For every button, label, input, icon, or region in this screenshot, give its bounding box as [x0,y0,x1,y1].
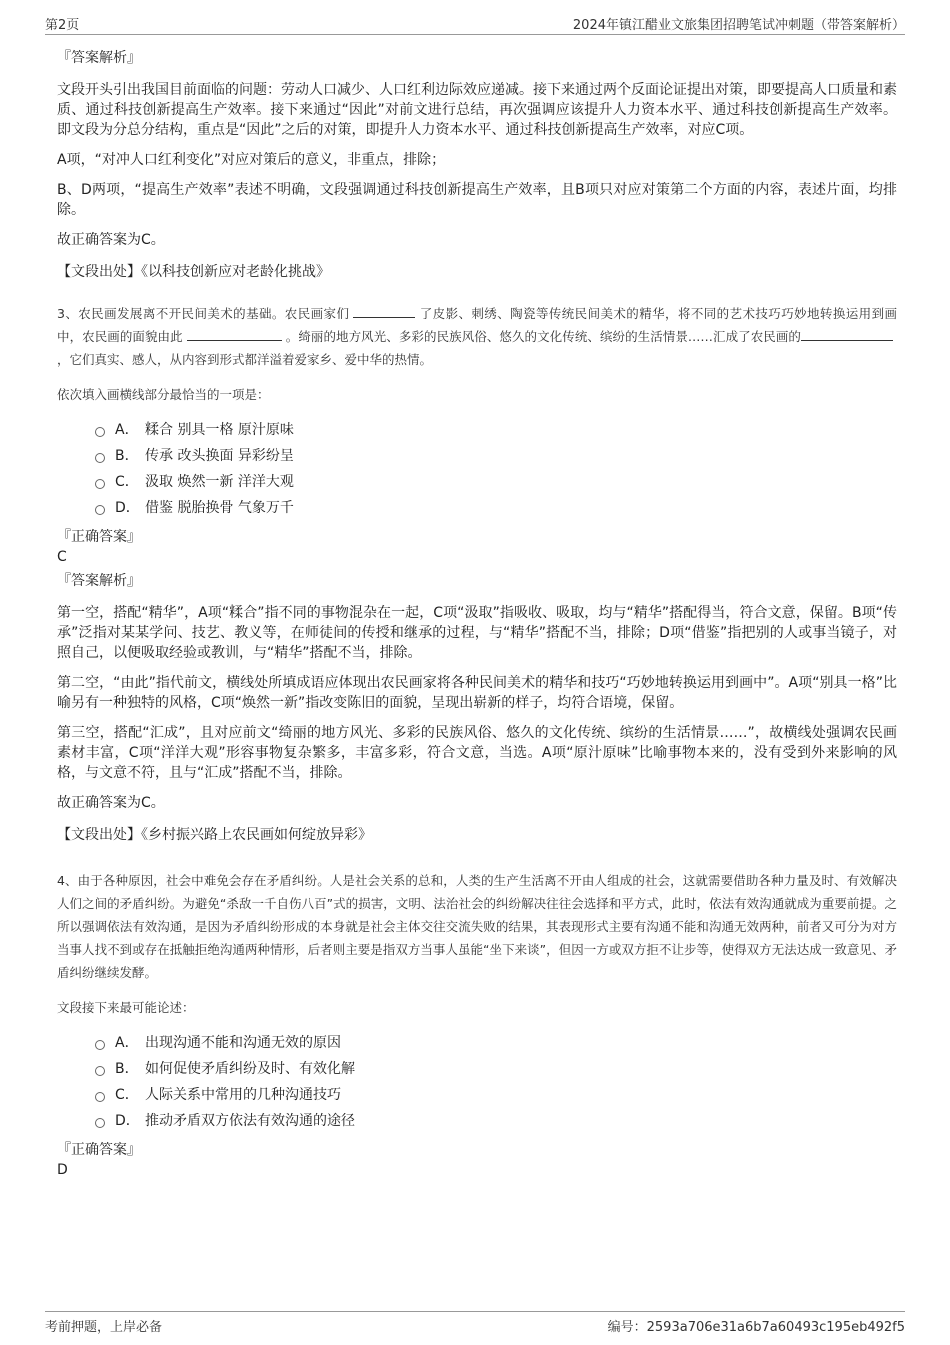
option-text: 传承 改头换面 异彩纷呈 [145,448,294,464]
option-letter: D． [115,500,140,516]
fill-blank-2 [187,326,282,341]
question-prompt: 文段接下来最可能论述： [57,1000,195,1015]
footer-slogan: 考前押题，上岸必备 [45,1320,163,1335]
option-list [95,417,897,521]
question-text: 4、由于各种原因，社会中难免会存在矛盾纠纷。人是社会关系的总和，人类的生产生活离不开由人组成的社会，这就需要借助各种力量及时、有效解决人们之间的矛盾纠纷。为避免“杀敌一千自伤八百”式的损害，文明、法治社会的纠纷解决往往会选择和平方式，此时，依法有效沟通就成为重要前提。之所以强调依法有效沟通，是因为矛盾纠纷形成的本身就是社会主体交往交流失败的结果，其表现形式主要有沟通不能和沟通无效两种，前者又可分为对方当事人找不到或存在抵触拒绝沟通两种情形，后者则主要是指双方当事人虽能“坐下来谈”，但因一方或双方拒不让步等，使得双方无法达成一致意见、矛盾纠纷继续发酵。 [57,873,897,980]
option-letter: B． [115,448,139,464]
option-letter: C． [115,1087,139,1103]
analysis-paragraph: 故正确答案为C。 [57,232,165,248]
question-3 [57,302,897,845]
analysis-paragraph: 第二空，“由此”指代前文，横线处所填成语应体现出农民画家将各种民间美术的精华和技巧“巧妙地转换运用到画中”。A项“别具一格”比喻另有一种独特的风格，C项“焕然一新”指改变陈旧的面貌，呈现出崭新的样子，均符合语境，保留。 [57,675,897,711]
fill-blank-1 [353,303,415,318]
option-a[interactable] [95,1030,897,1056]
option-text: 汲取 焕然一新 洋洋大观 [145,474,294,490]
analysis-paragraph: B、D两项，“提高生产效率”表述不明确，文段强调通过科技创新提高生产效率，且B项只对应对策第二个方面的内容，表述片面，均排除。 [57,182,897,218]
page-footer [45,1311,905,1336]
q2-analysis-section [57,48,897,282]
document-code: 编号：2593a706e31a6b7a60493c195eb492f5 [607,1320,905,1335]
option-text: 糅合 别具一格 原汁原味 [145,422,294,438]
page-header [45,12,905,35]
analysis-paragraph: 第三空，搭配“汇成”，且对应前文“绮丽的地方风光、多彩的民族风俗、悠久的文化传统、缤纷的生活情景……”，故横线处强调农民画素材丰富，C项“洋洋大观”形容事物复杂繁多，丰富多彩，符合文意，当选。A项“原汁原味”比喻事物本来的，没有受到外来影响的风格，与文意不符，且与“汇成”搭配不当，排除。 [57,725,897,781]
option-letter: C． [115,474,139,490]
answer-label: 『正确答案』 [57,529,141,545]
question-text-part: ，它们真实、感人，从内容到形式都洋溢着爱家乡、爱中华的热情。 [57,352,433,367]
option-d[interactable] [95,1108,897,1134]
option-letter: D． [115,1113,140,1129]
radio-icon[interactable] [95,1040,105,1050]
analysis-paragraph: 文段开头引出我国目前面临的问题：劳动人口减少、人口红利边际效应递减。接下来通过两个反面论证提出对策，即要提高人口质量和素质、通过科技创新提高生产效率。接下来通过“因此”对前文进行总结，再次强调应该提升人力资本水平、通过科技创新提高生产效率。即文段为分总分结构，重点是“因此”之后的对策，即提升人力资本水平、通过科技创新提高生产效率，对应C项。 [57,82,897,138]
analysis-label: 『答案解析』 [57,573,141,589]
option-letter: B． [115,1061,139,1077]
option-letter: A． [115,1035,139,1051]
question-text-part: 3、农民画发展离不开民间美术的基础。农民画家们 [57,306,350,321]
option-text: 如何促使矛盾纠纷及时、有效化解 [145,1061,355,1077]
radio-icon[interactable] [95,1092,105,1102]
radio-icon[interactable] [95,427,105,437]
document-title: 2024年镇江醋业文旅集团招聘笔试冲刺题（带答案解析） [572,18,905,33]
page-content [57,44,897,1180]
option-c[interactable] [95,469,897,495]
option-text: 借鉴 脱胎换骨 气象万千 [145,500,294,516]
analysis-label: 『答案解析』 [57,50,141,66]
option-text: 出现沟通不能和沟通无效的原因 [145,1035,341,1051]
question-4 [57,869,897,1180]
option-b[interactable] [95,1056,897,1082]
question-text-part: 了皮影、刺绣、陶瓷等传统民间美术的精华，将不同的艺术技巧巧妙地转换运用到画中，农民画的面貌由此 [57,306,897,344]
analysis-paragraph: 故正确答案为C。 [57,795,165,811]
passage-source: 【文段出处】《乡村振兴路上农民画如何绽放异彩》 [57,827,372,843]
option-text: 人际关系中常用的几种沟通技巧 [145,1087,341,1103]
answer-value: C [57,549,67,565]
answer-value: D [57,1162,68,1178]
radio-icon[interactable] [95,505,105,515]
question-prompt: 依次填入画横线部分最恰当的一项是： [57,387,270,402]
question-text-part: 。绮丽的地方风光、多彩的民族风俗、悠久的文化传统、缤纷的生活情景……汇成了农民画的 [285,329,801,344]
option-letter: A． [115,422,139,438]
analysis-paragraph: 第一空，搭配“精华”，A项“糅合”指不同的事物混杂在一起，C项“汲取”指吸收、吸取，均与“精华”搭配得当，符合文意，保留。B项“传承”泛指对某某学问、技艺、教义等，在师徒间的传授和继承的过程，与“精华”搭配不当，排除；D项“借鉴”指把别的人或事当镜子，对照自己，以便吸取经验或教训，与“精华”搭配不当，排除。 [57,605,897,661]
analysis-paragraph: A项，“对冲人口红利变化”对应对策后的意义，非重点，排除； [57,152,446,168]
option-d[interactable] [95,495,897,521]
radio-icon[interactable] [95,453,105,463]
fill-blank-3 [801,326,893,341]
radio-icon[interactable] [95,479,105,489]
radio-icon[interactable] [95,1066,105,1076]
passage-source: 【文段出处】《以科技创新应对老龄化挑战》 [57,264,330,280]
option-list [95,1030,897,1134]
option-c[interactable] [95,1082,897,1108]
option-text: 推动矛盾双方依法有效沟通的途径 [145,1113,355,1129]
radio-icon[interactable] [95,1118,105,1128]
option-b[interactable] [95,443,897,469]
page-number: 第2页 [45,18,80,33]
answer-label: 『正确答案』 [57,1142,141,1158]
option-a[interactable] [95,417,897,443]
question-text [57,302,897,371]
